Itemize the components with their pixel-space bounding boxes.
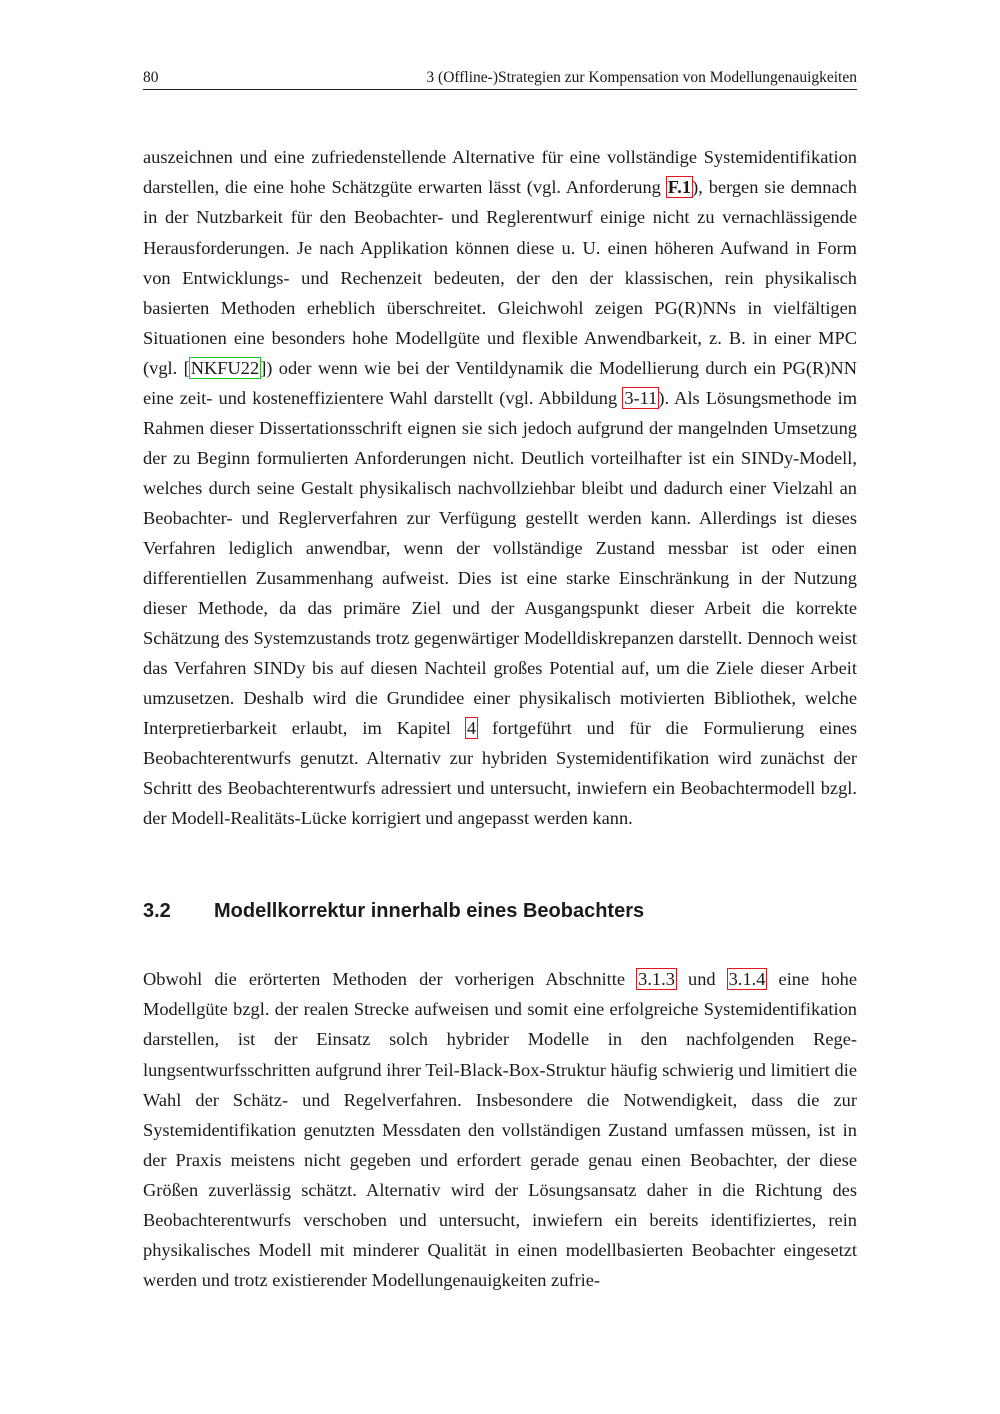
running-title: 3 (Offline-)Strategien zur Kompensation von Modellungenauigkeiten	[426, 69, 857, 86]
paragraph-text: auszeichnen und eine zufriedenstellende Alternative für eine vollständige Systemidentifikation darstellen, die eine hohe Schätzgüte erwarten lässt (vgl. Anforderung	[143, 147, 857, 198]
paragraph-text: fortgeführt und für die Formulierung eines Beobachterentwurfs genutzt. Alternativ zur hybriden Systemidentifikation wird zunächst der Schritt des Beobachterentwurfs adressiert und untersucht, inwiefern ein Beobachtermodell bzgl. der Modell-Realitäts-Lücke korrigiert und angepasst werden kann.	[143, 718, 858, 829]
section-link[interactable]: 3.1.4	[728, 969, 766, 990]
body-paragraph	[143, 964, 857, 1295]
section-heading	[143, 897, 857, 925]
page-number: 80	[143, 69, 159, 86]
paragraph-text: ). Als Lösungsmethode im Rahmen dieser Dissertationsschrift eignen sie sich jedoch aufgrund der mangelnden Umsetzung der zu Beginn formulierten Anforderungen nicht. Deutlich vorteilhafter ist ein SINDy-Modell, welches durch seine Gestalt physikalisch nachvollziehbar bleibt und dadurch einer Vielzahl an Beobachter- und Reglerverfahren zur Verfügung gestellt werden kann. Allerdings ist dieses Verfahren lediglich anwendbar, wenn der vollständige Zustand messbar ist oder einen differentiellen Zusammenhang aufweist. Dies ist eine starke Einschränkung in der Nutzung dieser Methode, da das primäre Ziel und der Ausgangspunkt dieser Arbeit die korrekte Schätzung des Systemzustands trotz gegenwärtiger Modelldiskrepanzen darstellt. Dennoch weist das Verfahren SINDy bis auf diesen Nachteil großes Potential auf, um die Ziele dieser Arbeit umzusetzen. Deshalb wird die Grundidee einer physikalisch motivierten Bibliothek, welche Interpretierbarkeit erlaubt, im Kapitel	[143, 387, 857, 739]
body-paragraph	[143, 142, 857, 833]
paragraph-text: eine hohe Modellgüte bzgl. der realen Strecke aufweisen und somit eine erfolgreiche Systemidentifikation darstellen, ist der Einsatz solch hybrider Modelle in den nachfolgenden Regelungsentwurfsschritten aufgrund ihrer Teil-Black-Box-Struktur häufig schwierig und limitiert die Wahl der Schätz- und Regelverfahren. Insbesondere die Notwendigkeit, dass die zur Systemidentifikation genutzten Messdaten den vollständigen Zustand umfassen müssen, ist in der Praxis meistens nicht gegeben und erfordert gerade genau einen Beobachter, der diese Größen zuverlässig schätzt. Alternativ wird der Lösungsansatz daher in die Richtung des Beobachterentwurfs verschoben und untersucht, inwiefern ein bereits identifiziertes, rein physikalisches Modell mit minderer Qualität in einen modellbasierten Beobachter eingesetzt werden und trotz existierender Modellungenauigkeiten zufrie-	[143, 969, 857, 1290]
requirement-link[interactable]: F.1	[667, 177, 692, 198]
paragraph-text: und	[675, 969, 728, 990]
figure-link[interactable]: 3-11	[624, 387, 658, 408]
running-header	[143, 68, 857, 90]
section-link[interactable]: 3.1.3	[638, 969, 675, 990]
citation-link[interactable]: NKFU22	[190, 357, 260, 378]
paragraph-text: ]) oder wenn wie bei der Ventildynamik die Modellierung durch ein PG(R)NN eine zeit- und kosteneffizientere Wahl darstellt (vgl. Abbildung	[143, 357, 857, 408]
chapter-link[interactable]: 4	[466, 718, 477, 739]
section-title: Modellkorrektur innerhalb eines Beobachters	[214, 900, 645, 922]
paragraph-text: ), bergen sie demnach in der Nutzbarkeit für den Beobachter- und Reglerentwurf einige nicht zu vernachlässigende Herausforderungen. Je nach Applikation können diese u. U. einen höheren Aufwand in Form von Entwicklungs- und Rechenzeit bedeuten, der den der klassischen, rein physikalisch basierten Methoden erheblich überschreitet. Gleichwohl zeigen PG(R)NNs in vielfältigen Situationen eine besonders hohe Modellgüte und flexible Anwendbarkeit, z. B. in einer MPC (vgl. [	[143, 177, 857, 378]
section-number: 3.2	[143, 900, 171, 922]
paragraph-text: Obwohl die erörterten Methoden der vorherigen Abschnitte	[143, 969, 638, 990]
